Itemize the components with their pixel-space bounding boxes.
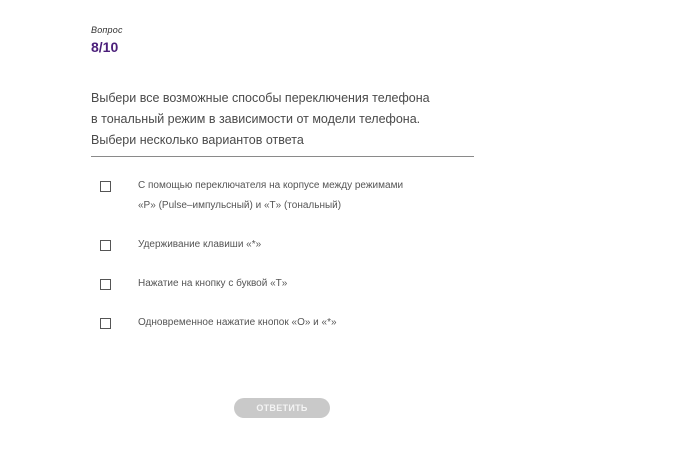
answer-option-4[interactable] (100, 313, 468, 333)
submit-answer-button[interactable]: ОТВЕТИТЬ (234, 398, 330, 418)
question-line: Выбери все возможные способы переключения телефона (91, 91, 430, 105)
answer-option-line: Удерживание клавиши «*» (138, 239, 262, 250)
answer-option-label (138, 235, 468, 255)
answer-option-label (138, 176, 468, 216)
answer-option-1[interactable] (100, 176, 468, 216)
question-line: в тональный режим в зависимости от модели телефона. (91, 112, 421, 126)
answer-option-line: Нажатие на кнопку с буквой «T» (138, 278, 288, 289)
answer-option-line: Одновременное нажатие кнопок «O» и «*» (138, 317, 337, 328)
question-counter: 8/10 (91, 39, 119, 55)
question-label: Вопрос (91, 25, 123, 35)
checkbox[interactable] (100, 279, 111, 290)
answer-option-line: «P» (Pulse–импульсный) и «T» (тональный) (138, 200, 342, 211)
checkbox[interactable] (100, 240, 111, 251)
answer-option-label (138, 274, 468, 294)
answer-option-label (138, 313, 468, 333)
question-line: Выбери несколько вариантов ответа (91, 133, 304, 147)
checkbox[interactable] (100, 318, 111, 329)
divider (91, 156, 474, 157)
answer-option-3[interactable] (100, 274, 468, 294)
answer-option-2[interactable] (100, 235, 468, 255)
question-text (91, 88, 471, 151)
checkbox[interactable] (100, 181, 111, 192)
answer-option-line: С помощью переключателя на корпусе между режимами (138, 180, 404, 191)
